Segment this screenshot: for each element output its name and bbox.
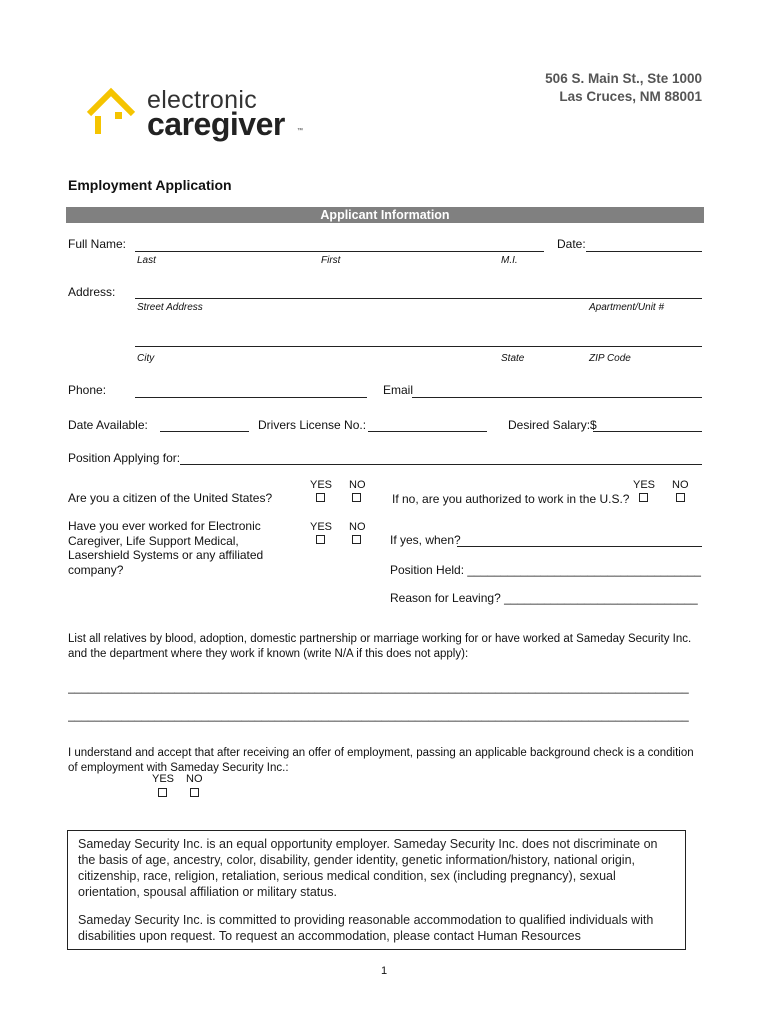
background-no-label: NO bbox=[186, 773, 203, 785]
address-line-2: Las Cruces, NM 88001 bbox=[559, 89, 702, 104]
email-field[interactable] bbox=[412, 397, 702, 398]
authorized-question: If no, are you authorized to work in the U.S.? bbox=[392, 492, 630, 506]
background-yes-label: YES bbox=[152, 773, 175, 785]
apartment-caption: Apartment/Unit # bbox=[589, 302, 665, 313]
city-caption: City bbox=[137, 353, 155, 364]
city-state-zip-field[interactable] bbox=[135, 346, 702, 347]
worked-no-label: NO bbox=[349, 521, 366, 533]
logo-trademark: ™ bbox=[297, 128, 303, 134]
logo-text-caregiver: caregiver bbox=[147, 106, 285, 142]
date-available-label: Date Available: bbox=[68, 418, 148, 432]
page-number: 1 bbox=[381, 965, 388, 977]
zip-caption: ZIP Code bbox=[589, 353, 631, 364]
email-label: Email bbox=[383, 383, 414, 397]
street-address-field[interactable] bbox=[135, 298, 702, 299]
house-logo-icon bbox=[85, 86, 141, 138]
background-check-statement: I understand and accept that after receiving an offer of employment, passing an applicable background check is a condition of employment with Sameday Security Inc.: bbox=[68, 747, 694, 774]
section-header-title: Applicant Information bbox=[320, 208, 450, 222]
background-no-checkbox[interactable] bbox=[190, 788, 199, 797]
background-yes-checkbox[interactable] bbox=[158, 788, 167, 797]
authorized-no-label: NO bbox=[672, 479, 689, 491]
state-caption: State bbox=[501, 353, 525, 364]
address-line-1: 506 S. Main St., Ste 1000 bbox=[545, 71, 702, 86]
full-name-label: Full Name: bbox=[68, 237, 127, 251]
date-label: Date: bbox=[557, 237, 586, 251]
citizen-yes-checkbox[interactable] bbox=[316, 493, 325, 502]
position-applying-field[interactable] bbox=[180, 464, 702, 465]
page-title: Employment Application bbox=[68, 177, 232, 193]
company-logo bbox=[85, 86, 305, 146]
position-applying-label: Position Applying for: bbox=[68, 451, 181, 465]
desired-salary-label: Desired Salary:$ bbox=[508, 418, 597, 432]
worked-no-checkbox[interactable] bbox=[352, 535, 361, 544]
citizen-no-checkbox[interactable] bbox=[352, 493, 361, 502]
relatives-line-2[interactable]: _____________________________________________________________________________________________ bbox=[68, 708, 689, 722]
eeo-statement: Sameday Security Inc. is an equal opportunity employer. Sameday Security Inc. does not discriminate on the basis of age, ancestry, color, disability, gender identity, genetic information/history, national origin, citizenship, race, religion, retaliation, serious medical condition, sex (including pregnancy), sexual orientation, spousal affiliation or military status. bbox=[78, 837, 658, 899]
date-available-field[interactable] bbox=[160, 431, 249, 432]
desired-salary-field[interactable] bbox=[593, 431, 702, 432]
phone-label: Phone: bbox=[68, 383, 107, 397]
if-yes-when-label: If yes, when? bbox=[390, 533, 461, 547]
relatives-instructions: List all relatives by blood, adoption, domestic partnership or marriage working for or have worked at Sameday Security Inc. and the department where they work if known (write N/A if this does not apply): bbox=[68, 633, 692, 660]
relatives-line-1[interactable]: _____________________________________________________________________________________________ bbox=[68, 680, 689, 694]
first-name-caption: First bbox=[321, 255, 341, 266]
last-name-caption: Last bbox=[137, 255, 156, 266]
drivers-license-label: Drivers License No.: bbox=[258, 418, 367, 432]
phone-field[interactable] bbox=[135, 397, 367, 398]
authorized-no-checkbox[interactable] bbox=[676, 493, 685, 502]
citizen-no-label: NO bbox=[349, 479, 366, 491]
section-header-band bbox=[66, 207, 704, 223]
logo-text-electronic: electronic bbox=[147, 86, 257, 114]
reason-leaving-line: Reason for Leaving? _____________________________ bbox=[390, 591, 698, 605]
street-address-caption: Street Address bbox=[137, 302, 203, 313]
worked-before-question: Have you ever worked for Electronic Caregiver, Life Support Medical, Lasershield Systems or any affiliated company? bbox=[68, 519, 264, 577]
accommodation-statement: Sameday Security Inc. is committed to providing reasonable accommodation to qualified individuals with disabilities upon request. To request an accommodation, please contact Human Resources bbox=[78, 913, 654, 943]
authorized-yes-checkbox[interactable] bbox=[639, 493, 648, 502]
authorized-yes-label: YES bbox=[633, 479, 656, 491]
worked-yes-label: YES bbox=[310, 521, 333, 533]
citizen-yes-label: YES bbox=[310, 479, 333, 491]
full-name-field[interactable] bbox=[135, 251, 544, 252]
drivers-license-field[interactable] bbox=[368, 431, 487, 432]
position-held-line: Position Held: ___________________________________ bbox=[390, 563, 701, 577]
date-field[interactable] bbox=[586, 251, 702, 252]
company-address bbox=[545, 70, 702, 106]
if-yes-when-field[interactable] bbox=[457, 546, 702, 547]
citizen-question: Are you a citizen of the United States? bbox=[68, 491, 273, 505]
worked-yes-checkbox[interactable] bbox=[316, 535, 325, 544]
middle-initial-caption: M.I. bbox=[501, 255, 518, 266]
address-label: Address: bbox=[68, 285, 116, 299]
